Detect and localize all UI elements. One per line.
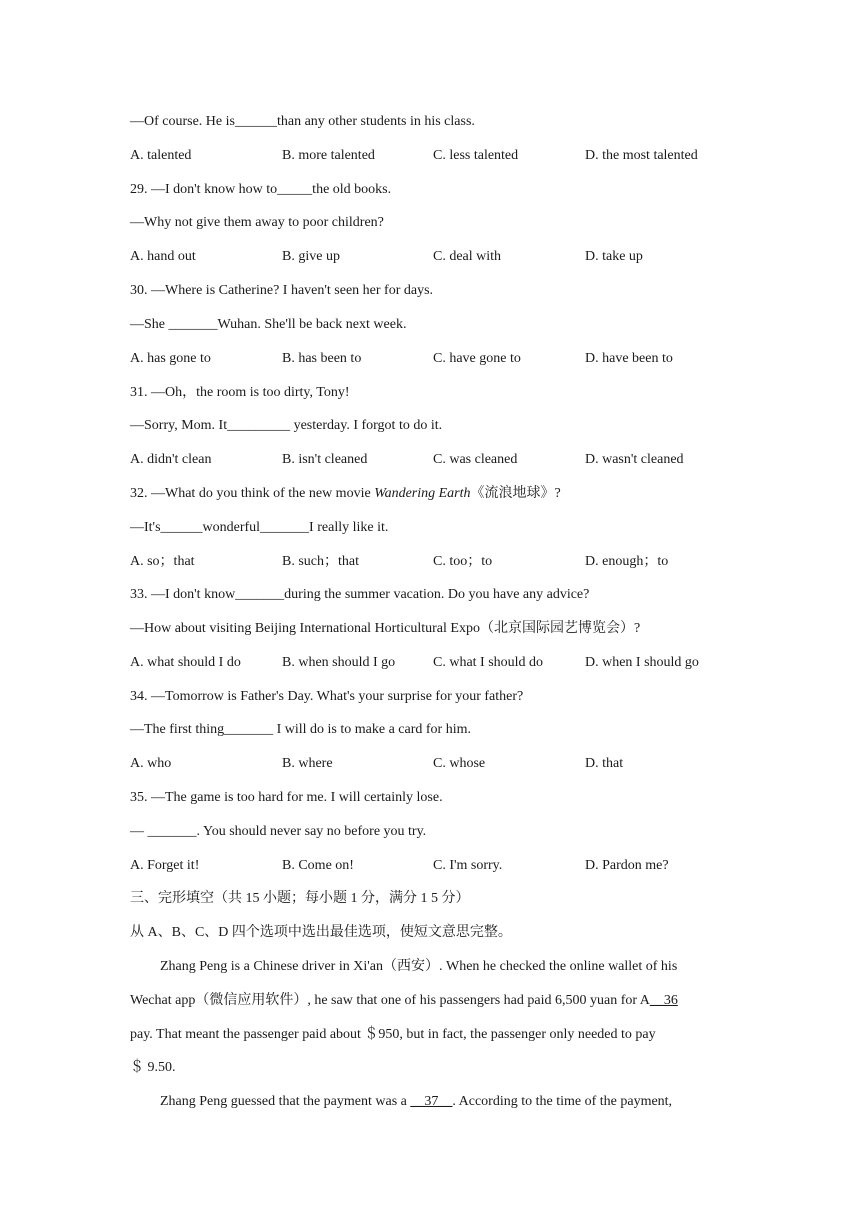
q35-option-b: B. Come on!: [282, 858, 354, 873]
q32-question-text: 32. —What do you think of the new movie: [130, 486, 375, 501]
q30-option-a: A. has gone to: [130, 351, 211, 366]
passage-p2-line1: [160, 1092, 672, 1112]
passage-p1-line2-text: Wechat app（微信应用软件）, he saw that one of his passengers had paid 6,500 yuan for A: [130, 993, 650, 1008]
q32-options: [130, 552, 730, 572]
q33-option-a: A. what should I do: [130, 655, 241, 670]
q28-option-c: C. less talented: [433, 148, 519, 163]
q35-answer-line: — _______. You should never say no before you try.: [130, 824, 427, 839]
q29-answer-line: —Why not give them away to poor children?: [130, 215, 384, 230]
q35-options: [130, 856, 730, 876]
blank-36: __36: [649, 993, 678, 1008]
q34-option-b: B. where: [282, 756, 333, 771]
q35-option-d: D. Pardon me?: [585, 858, 669, 873]
q33-option-d: D. when I should go: [585, 655, 699, 670]
q33-option-c: C. what I should do: [433, 655, 544, 670]
q33-answer-line: —How about visiting Beijing International Horticultural Expo（北京国际园艺博览会）?: [130, 621, 641, 636]
q31-question: 31. —Oh，the room is too dirty, Tony!: [130, 385, 350, 400]
q34-option-d: D. that: [585, 756, 624, 771]
q34-options: [130, 754, 730, 774]
q29-options: [130, 247, 730, 267]
q29-option-a: A. hand out: [130, 249, 196, 264]
passage-p2-line1-text: Zhang Peng guessed that the payment was a: [160, 1094, 411, 1109]
q28-option-b: B. more talented: [282, 148, 375, 163]
passage-p1-line1: Zhang Peng is a Chinese driver in Xi'an（西安）. When he checked the online wallet of his: [160, 959, 678, 974]
q30-question: 30. —Where is Catherine? I haven't seen her for days.: [130, 283, 434, 298]
q32-movie-title: Wandering Earth: [374, 486, 471, 501]
q33-option-b: B. when should I go: [282, 655, 396, 670]
q35-question: 35. —The game is too hard for me. I will certainly lose.: [130, 790, 443, 805]
q35-option-c: C. I'm sorry.: [433, 858, 503, 873]
q30-options: [130, 349, 730, 369]
q32-answer-line: —It's______wonderful_______I really like it.: [130, 520, 389, 535]
q29-question: 29. —I don't know how to_____the old books.: [130, 182, 392, 197]
q32-question-tail: 《流浪地球》?: [470, 486, 561, 501]
passage-p2-line1-tail: . According to the time of the payment,: [452, 1094, 673, 1109]
q30-option-b: B. has been to: [282, 351, 362, 366]
q30-option-c: C. have gone to: [433, 351, 521, 366]
q31-options: [130, 450, 730, 470]
q28-options: [130, 146, 730, 166]
passage-p1-line2: [130, 991, 678, 1011]
section-heading: 三、完形填空（共 15 小题；每小题 1 分，满分 1 5 分）: [130, 891, 470, 906]
q31-option-a: A. didn't clean: [130, 452, 212, 467]
q30-option-d: D. have been to: [585, 351, 673, 366]
q29-option-c: C. deal with: [433, 249, 502, 264]
q33-options: [130, 653, 730, 673]
q33-question: 33. —I don't know_______during the summer vacation. Do you have any advice?: [130, 587, 590, 602]
q28-option-d: D. the most talented: [585, 148, 698, 163]
q35-option-a: A. Forget it!: [130, 858, 200, 873]
q29-option-d: D. take up: [585, 249, 643, 264]
q34-option-a: A. who: [130, 756, 172, 771]
passage-p1-line3: pay. That meant the passenger paid about ＄950, but in fact, the passenger only needed to pay: [130, 1027, 656, 1042]
q32-question: [130, 484, 561, 504]
passage-p1-line4: ＄ 9.50.: [130, 1060, 176, 1075]
q28-answer-line: —Of course. He is______than any other students in his class.: [130, 114, 475, 129]
q34-option-c: C. whose: [433, 756, 486, 771]
q29-option-b: B. give up: [282, 249, 340, 264]
q34-answer-line: —The first thing_______ I will do is to make a card for him.: [130, 722, 471, 737]
q32-option-b: B. such；that: [282, 554, 359, 569]
q31-answer-line: —Sorry, Mom. It_________ yesterday. I forgot to do it.: [130, 418, 443, 433]
q32-option-d: D. enough；to: [585, 554, 669, 569]
section-instruction: 从 A、B、C、D 四个选项中选出最佳选项，使短文意思完整。: [130, 925, 512, 940]
q31-option-d: D. wasn't cleaned: [585, 452, 684, 467]
q30-answer-line: —She _______Wuhan. She'll be back next week.: [130, 317, 407, 332]
blank-37: __37__: [410, 1094, 453, 1109]
q31-option-b: B. isn't cleaned: [282, 452, 368, 467]
q32-option-c: C. too；to: [433, 554, 493, 569]
q31-option-c: C. was cleaned: [433, 452, 518, 467]
q28-option-a: A. talented: [130, 148, 192, 163]
q32-option-a: A. so；that: [130, 554, 195, 569]
q34-question: 34. —Tomorrow is Father's Day. What's your surprise for your father?: [130, 689, 524, 704]
